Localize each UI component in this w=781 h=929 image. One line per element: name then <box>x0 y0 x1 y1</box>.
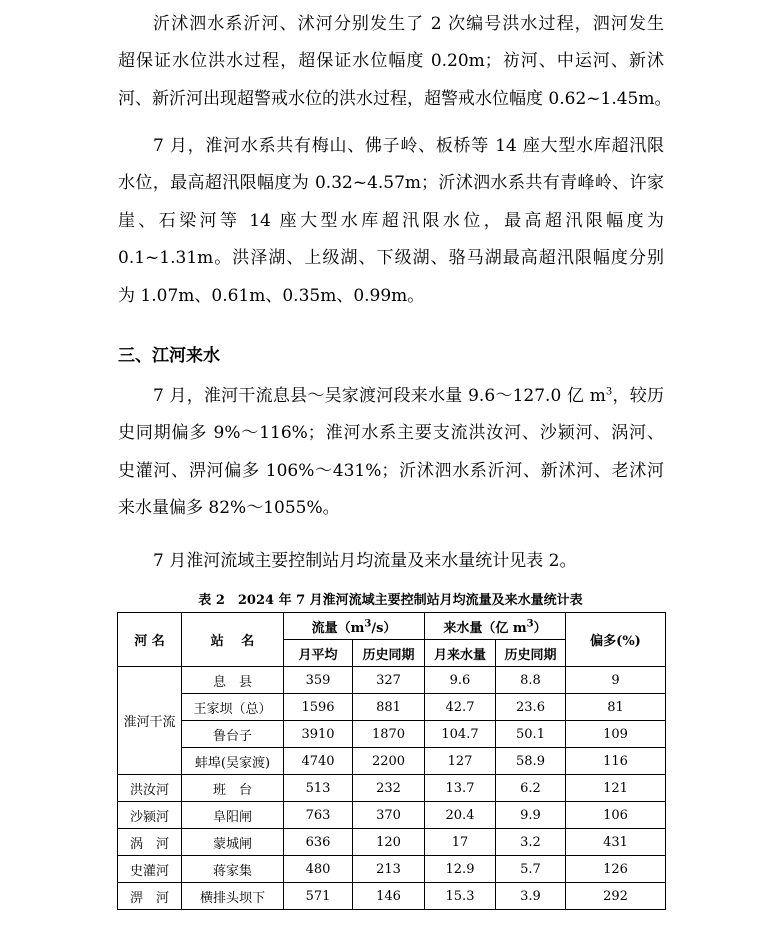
table-row <box>118 721 666 748</box>
cell-flow: 4740 <box>284 748 353 775</box>
cell-volume-hist: 3.2 <box>496 829 566 856</box>
cell-volume-hist: 5.7 <box>496 856 566 883</box>
cell-volume: 104.7 <box>425 721 496 748</box>
superscript: 3 <box>605 386 613 398</box>
cell-river: 沙颍河 <box>118 802 182 829</box>
cell-flow-hist: 327 <box>353 667 425 694</box>
superscript: 3 <box>526 618 534 630</box>
cell-flow: 480 <box>284 856 353 883</box>
cell-flow: 571 <box>284 883 353 910</box>
table-caption: 表 2 2024 年 7 月淮河流域主要控制站月均流量及来水量统计表 <box>198 593 583 608</box>
header-text: /s） <box>371 620 397 636</box>
column-header-bias: 偏多(%) <box>566 613 666 667</box>
cell-flow-hist: 213 <box>353 856 425 883</box>
cell-station: 阜阳闸 <box>182 802 284 829</box>
table-row <box>118 883 666 910</box>
cell-station: 息 县 <box>182 667 284 694</box>
cell-river-group: 淮河干流 <box>118 667 182 775</box>
cell-flow-hist: 370 <box>353 802 425 829</box>
cell-station: 横排头坝下 <box>182 883 284 910</box>
paragraph-line: 史同期偏多 9%～116%；淮河水系主要支流洪汝河、沙颍河、涡河、 <box>118 423 664 444</box>
paragraph-line: 超保证水位洪水过程，超保证水位幅度 0.20m；祊河、中运河、新沭 <box>118 51 664 72</box>
cell-volume: 127 <box>425 748 496 775</box>
statistics-table <box>117 612 666 910</box>
cell-station: 蒙城闸 <box>182 829 284 856</box>
section-heading: 三、江河来水 <box>118 346 220 366</box>
paragraph-line: 史灌河、淠河偏多 106%～431%；沂沭泗水系沂河、新沭河、老沭河 <box>118 460 664 481</box>
column-header-volume-hist: 历史同期 <box>496 640 566 667</box>
column-header-river: 河 名 <box>118 613 182 667</box>
paragraph-line: 来水量偏多 82%～1055%。 <box>118 498 340 519</box>
cell-flow-hist: 1870 <box>353 721 425 748</box>
column-header-station: 站 名 <box>182 613 284 667</box>
cell-volume: 12.9 <box>425 856 496 883</box>
cell-river: 涡 河 <box>118 829 182 856</box>
paragraph-text: 7 月，淮河干流息县～吴家渡河段来水量 9.6～127.0 亿 m <box>153 386 606 406</box>
cell-bias: 292 <box>566 883 666 910</box>
cell-station: 班 台 <box>182 775 284 802</box>
cell-volume: 13.7 <box>425 775 496 802</box>
cell-flow-hist: 232 <box>353 775 425 802</box>
cell-flow: 3910 <box>284 721 353 748</box>
table-row <box>118 775 666 802</box>
paragraph-line: 7 月淮河流域主要控制站月均流量及来水量统计见表 2。 <box>153 551 577 571</box>
cell-river: 淠 河 <box>118 883 182 910</box>
cell-volume-hist: 8.8 <box>496 667 566 694</box>
paragraph-line: 为 1.07m、0.61m、0.35m、0.99m。 <box>118 285 425 306</box>
paragraph-text: ，较历 <box>612 386 664 406</box>
column-header-monthly-avg: 月平均 <box>284 640 353 667</box>
cell-volume: 20.4 <box>425 802 496 829</box>
paragraph-line: 崖、石梁河等 14 座大型水库超汛限水位，最高超汛限幅度为 <box>118 210 664 231</box>
cell-volume-hist: 58.9 <box>496 748 566 775</box>
cell-river: 史灌河 <box>118 856 182 883</box>
paragraph-line: 河、新沂河出现超警戒水位的洪水过程，超警戒水位幅度 0.62~1.45m。 <box>118 88 672 109</box>
cell-volume-hist: 23.6 <box>496 694 566 721</box>
paragraph-line: 7 月，淮河水系共有梅山、佛子岭、板桥等 14 座大型水库超汛限 <box>153 136 664 156</box>
column-header-flow-hist: 历史同期 <box>353 640 425 667</box>
cell-volume-hist: 3.9 <box>496 883 566 910</box>
cell-station: 王家坝（总） <box>182 694 284 721</box>
cell-flow-hist: 2200 <box>353 748 425 775</box>
header-text: ） <box>533 620 547 636</box>
table-row <box>118 694 666 721</box>
cell-bias: 431 <box>566 829 666 856</box>
paragraph-line: 水位，最高超汛限幅度为 0.32~4.57m；沂沭泗水系共有青峰岭、许家 <box>118 173 664 194</box>
header-text: 流量（m <box>311 620 365 636</box>
cell-flow: 359 <box>284 667 353 694</box>
cell-volume-hist: 9.9 <box>496 802 566 829</box>
column-header-flow <box>284 613 425 640</box>
header-text: 来水量（亿 m <box>443 620 527 636</box>
table-row <box>118 856 666 883</box>
cell-bias: 9 <box>566 667 666 694</box>
table-row <box>118 748 666 775</box>
cell-volume-hist: 6.2 <box>496 775 566 802</box>
table-header-row <box>118 613 666 640</box>
paragraph-river-inflow <box>118 378 664 528</box>
cell-river: 洪汝河 <box>118 775 182 802</box>
cell-volume: 9.6 <box>425 667 496 694</box>
paragraph-reservoirs <box>118 128 664 315</box>
paragraph-line: 沂沭泗水系沂河、沭河分别发生了 2 次编号洪水过程，泗河发生 <box>153 14 664 34</box>
paragraph-line <box>118 378 664 415</box>
cell-station: 蚌埠(吴家渡) <box>182 748 284 775</box>
cell-bias: 121 <box>566 775 666 802</box>
cell-bias: 109 <box>566 721 666 748</box>
cell-bias: 126 <box>566 856 666 883</box>
cell-bias: 106 <box>566 802 666 829</box>
cell-flow-hist: 881 <box>353 694 425 721</box>
cell-volume: 15.3 <box>425 883 496 910</box>
cell-flow: 636 <box>284 829 353 856</box>
cell-flow: 513 <box>284 775 353 802</box>
cell-flow-hist: 120 <box>353 829 425 856</box>
paragraph-flood-processes <box>118 6 672 118</box>
cell-volume: 42.7 <box>425 694 496 721</box>
table-row <box>118 667 666 694</box>
cell-volume-hist: 50.1 <box>496 721 566 748</box>
cell-station: 鲁台子 <box>182 721 284 748</box>
cell-flow: 763 <box>284 802 353 829</box>
paragraph-line: 0.1~1.31m。洪泽湖、上级湖、下级湖、骆马湖最高超汛限幅度分别 <box>118 248 664 269</box>
cell-bias: 116 <box>566 748 666 775</box>
superscript: 3 <box>364 618 372 630</box>
cell-flow: 1596 <box>284 694 353 721</box>
cell-station: 蒋家集 <box>182 856 284 883</box>
column-header-monthly-volume: 月来水量 <box>425 640 496 667</box>
table-row <box>118 829 666 856</box>
cell-bias: 81 <box>566 694 666 721</box>
table-row <box>118 802 666 829</box>
paragraph-table-reference <box>118 543 664 580</box>
column-header-volume <box>425 613 566 640</box>
cell-volume: 17 <box>425 829 496 856</box>
cell-flow-hist: 146 <box>353 883 425 910</box>
